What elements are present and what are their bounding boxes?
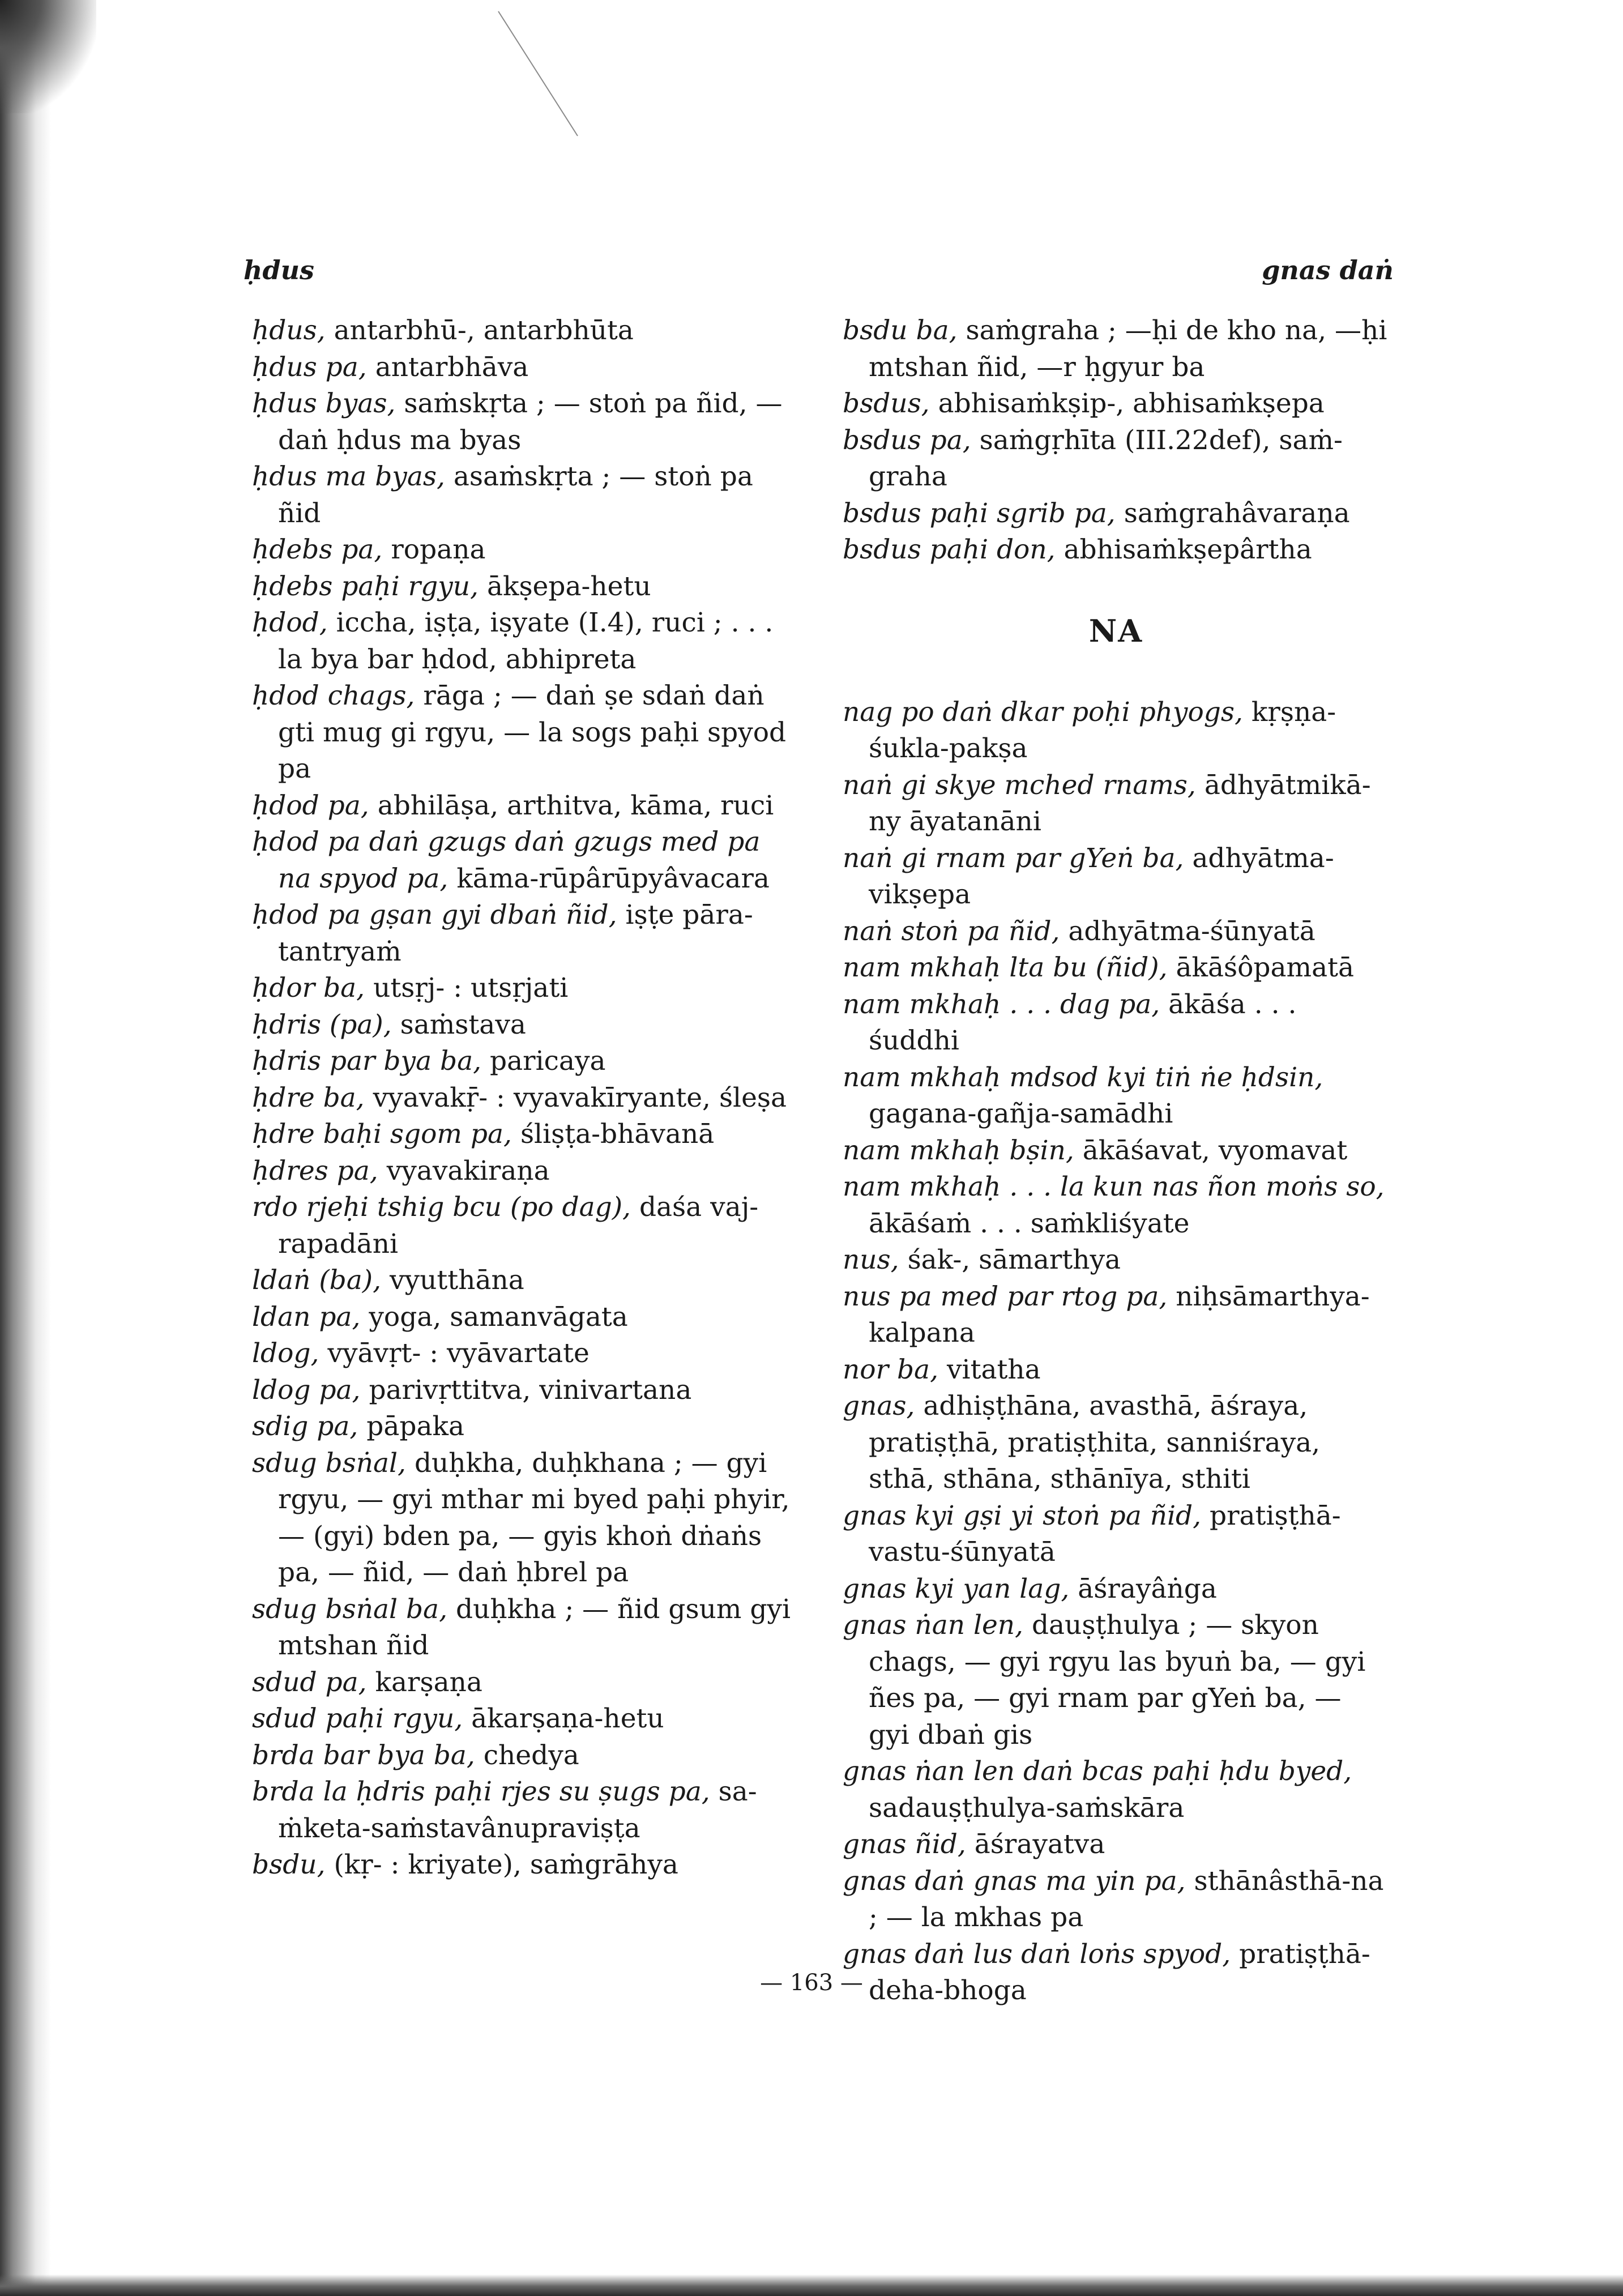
dictionary-entry — [843, 1060, 1389, 1133]
dictionary-entry — [252, 897, 798, 970]
sanskrit-equivalent: ākāśa . . . śuddhi — [869, 988, 1297, 1056]
dictionary-entry — [843, 1826, 1389, 1863]
sanskrit-equivalent: vitatha — [946, 1354, 1041, 1385]
tibetan-term: sdud paḥi rgyu, — [252, 1703, 463, 1734]
sanskrit-equivalent: ropaṇa — [391, 534, 486, 565]
tibetan-term: nor ba, — [843, 1354, 939, 1385]
dictionary-entry — [843, 1607, 1389, 1753]
dictionary-entry — [843, 1571, 1389, 1608]
dictionary-entry — [843, 1498, 1389, 1571]
page-number: — 163 — — [760, 1970, 863, 1996]
dictionary-entry — [252, 1665, 798, 1701]
sanskrit-equivalent: ākāśavat, vyomavat — [1082, 1134, 1348, 1166]
sanskrit-equivalent: ādhyātmikā-ny āyatanāni — [869, 769, 1371, 837]
dictionary-entry — [843, 1133, 1389, 1170]
tibetan-term: ḥdod, — [252, 607, 328, 638]
sanskrit-equivalent: saṁgraha ; —ḥi de kho na, —ḥi mtshan ñid, —r ḥgyur ba — [869, 315, 1387, 383]
tibetan-term: brda bar bya ba, — [252, 1739, 475, 1771]
sanskrit-equivalent: śliṣṭa-bhāvanā — [520, 1119, 715, 1150]
dictionary-entry — [843, 386, 1389, 423]
tibetan-term: ḥdris (pa), — [252, 1009, 392, 1040]
sanskrit-equivalent: vyavakiraṇa — [386, 1155, 550, 1187]
dictionary-entry — [843, 950, 1389, 987]
dictionary-entry — [843, 1169, 1389, 1242]
dictionary-entry — [252, 605, 798, 678]
sanskrit-equivalent: vyutthāna — [390, 1265, 524, 1296]
section-heading: NA — [1088, 612, 1143, 649]
dictionary-entry — [843, 767, 1389, 840]
sanskrit-equivalent: antarbhū-, antarbhūta — [334, 315, 634, 346]
sanskrit-equivalent: ākāśôpamatā — [1176, 952, 1355, 983]
tibetan-term: gnas kyi gṣi yi stoṅ pa ñid, — [843, 1500, 1202, 1531]
tibetan-term: nam mkhaḥ . . . dag pa, — [843, 988, 1160, 1020]
dictionary-entry — [252, 1262, 798, 1299]
dictionary-entry — [252, 1701, 798, 1738]
tibetan-term: ḥdus byas, — [252, 388, 396, 419]
tibetan-term: naṅ gi skye mched rnams, — [843, 769, 1196, 801]
sanskrit-equivalent: abhisaṁkṣepârtha — [1064, 534, 1312, 565]
tibetan-term: naṅ stoṅ pa ñid, — [843, 915, 1060, 947]
dictionary-entry — [843, 840, 1389, 914]
tibetan-term: ldan pa, — [252, 1301, 361, 1333]
sanskrit-equivalent: utsṛj- : utsṛjati — [373, 972, 569, 1004]
sanskrit-equivalent: adhyātma-vikṣepa — [869, 842, 1334, 910]
sanskrit-equivalent: pāpaka — [366, 1411, 464, 1442]
sanskrit-equivalent: (kṛ- : kriyate), saṁgrāhya — [334, 1849, 678, 1880]
dictionary-entry — [252, 1189, 798, 1262]
dictionary-entry — [252, 1299, 798, 1336]
sanskrit-equivalent: kāma-rūpârūpyâvacara — [456, 863, 770, 894]
dictionary-entry — [252, 1774, 798, 1847]
tibetan-term: ḥdus ma byas, — [252, 461, 445, 492]
dictionary-entry — [252, 532, 798, 569]
tibetan-term: nus, — [843, 1244, 899, 1275]
tibetan-term: ḥdres pa, — [252, 1155, 378, 1187]
dictionary-entry — [252, 970, 798, 1007]
dictionary-entry — [843, 1352, 1389, 1389]
sanskrit-equivalent: abhilāṣa, arthitva, kāma, ruci — [377, 789, 774, 821]
tibetan-term: gnas ṅan len daṅ bcas paḥi ḥdu byed, — [843, 1756, 1352, 1787]
dictionary-entry — [252, 1847, 798, 1884]
sanskrit-equivalent: adhiṣṭhāna, avasthā, āśraya, pratiṣṭhā, pratiṣṭhita, sanniśraya, sthā, sthāna, sthānīya, sthiti — [869, 1390, 1321, 1495]
left-column — [252, 313, 798, 1884]
dictionary-entry — [252, 788, 798, 825]
sanskrit-equivalent: daśa vaj-rapadāni — [278, 1192, 759, 1260]
tibetan-term: ldog, — [252, 1338, 319, 1369]
sanskrit-equivalent: ākāśaṁ . . . saṁkliśyate — [869, 1207, 1190, 1239]
dictionary-entry — [843, 694, 1389, 767]
tibetan-term: sdug bsṅal, — [252, 1447, 406, 1479]
tibetan-term: gnas, — [843, 1390, 915, 1422]
tibetan-term: sdud pa, — [252, 1666, 367, 1698]
dictionary-entry — [843, 1388, 1389, 1498]
tibetan-term: nus pa med par rtog pa, — [843, 1281, 1168, 1312]
tibetan-term: gnas daṅ gnas ma yin pa, — [843, 1865, 1186, 1897]
sanskrit-equivalent: vyavakṝ- : vyavakīryante, śleṣa — [373, 1082, 787, 1113]
dictionary-entry — [843, 532, 1389, 569]
dictionary-entry — [252, 1445, 798, 1591]
sanskrit-equivalent: asaṁskṛta ; — stoṅ pa ñid — [278, 461, 753, 529]
tibetan-term: gnas ñid, — [843, 1829, 966, 1860]
tibetan-term: ḥdre baḥi sgom pa, — [252, 1119, 512, 1150]
tibetan-term: gnas kyi yan lag, — [843, 1573, 1070, 1604]
dictionary-entry — [252, 1372, 798, 1409]
sanskrit-equivalent: duḥkha, duḥkhana ; — gyi rgyu, — gyi mthar mi byed paḥi phyir, — (gyi) bden pa, — gyis khoṅ dṅaṅs pa, — ñid, — daṅ ḥbrel pa — [278, 1447, 790, 1588]
tibetan-term: nam mkhaḥ bṣin, — [843, 1134, 1074, 1166]
sanskrit-equivalent: chedya — [483, 1739, 579, 1771]
tibetan-term: ḥdebs paḥi rgyu, — [252, 570, 479, 602]
dictionary-entry — [843, 987, 1389, 1060]
tibetan-term: nam mkhaḥ lta bu (ñid), — [843, 952, 1168, 983]
dictionary-entry — [252, 1043, 798, 1080]
sanskrit-equivalent: pratiṣṭhā-deha-bhoga — [869, 1938, 1370, 2006]
dictionary-entry — [843, 1863, 1389, 1936]
dictionary-entry — [252, 1591, 798, 1665]
tibetan-term: ḥdod pa, — [252, 789, 369, 821]
dictionary-entry — [252, 1080, 798, 1117]
dictionary-entry — [252, 459, 798, 532]
sanskrit-equivalent: niḥsāmarthya-kalpana — [869, 1281, 1370, 1348]
dictionary-entry — [843, 496, 1389, 532]
right-column — [843, 313, 1389, 2009]
sanskrit-equivalent: karṣaṇa — [375, 1666, 482, 1698]
sanskrit-equivalent: antarbhāva — [375, 351, 529, 383]
tibetan-term: bsdus pa, — [843, 424, 971, 456]
dictionary-entry — [252, 1007, 798, 1044]
running-head-left: ḥdus — [244, 255, 314, 285]
sanskrit-equivalent: āśrayâṅga — [1078, 1573, 1217, 1604]
sanskrit-equivalent: iṣṭe pāra-tantryaṁ — [278, 899, 753, 967]
dictionary-entry — [843, 423, 1389, 496]
tibetan-term: ḥdod pa daṅ gzugs daṅ gzugs med pa na spyod pa, — [252, 826, 761, 894]
tibetan-term: gnas ṅan len, — [843, 1610, 1023, 1641]
tibetan-term: bsdu, — [252, 1849, 326, 1880]
dictionary-entry — [252, 569, 798, 605]
tibetan-term: ḥdre ba, — [252, 1082, 365, 1113]
sanskrit-equivalent: āśrayatva — [974, 1829, 1105, 1860]
sanskrit-equivalent: kṛṣṇa-śukla-pakṣa — [869, 696, 1336, 764]
sanskrit-equivalent: rāga ; — daṅ ṣe sdaṅ daṅ gti mug gi rgyu, — la sogs paḥi spyod pa — [278, 680, 787, 784]
dictionary-entry — [843, 313, 1389, 386]
tibetan-term: ḥdod pa gṣan gyi dbaṅ ñid, — [252, 899, 617, 931]
sanskrit-equivalent: pratiṣṭhā-vastu-śūnyatā — [869, 1500, 1341, 1568]
sanskrit-equivalent: yoga, samanvāgata — [369, 1301, 628, 1333]
running-head-right: gnas daṅ — [1262, 255, 1394, 285]
dictionary-entry — [252, 1153, 798, 1190]
dictionary-entry — [843, 1242, 1389, 1279]
sanskrit-equivalent: ākṣepa-hetu — [486, 570, 651, 602]
dictionary-entry — [843, 1279, 1389, 1352]
dictionary-entry — [252, 386, 798, 459]
sanskrit-equivalent: dauṣṭhulya ; — skyon chags, — gyi rgyu las byuṅ ba, — gyi ñes pa, — gyi rnam par gYeṅ ba, — gyi dbaṅ gis — [869, 1610, 1366, 1751]
tibetan-term: rdo rjeḥi tshig bcu (po dag), — [252, 1192, 631, 1223]
sanskrit-equivalent: paricaya — [490, 1045, 606, 1077]
sanskrit-equivalent: gagana-gañja-samādhi — [869, 1098, 1173, 1129]
sanskrit-equivalent: parivṛttitva, vinivartana — [369, 1374, 692, 1406]
sanskrit-equivalent: sthānâsthā-na ; — la mkhas pa — [869, 1865, 1384, 1933]
sanskrit-equivalent: abhisaṁkṣip-, abhisaṁkṣepa — [938, 388, 1325, 419]
sanskrit-equivalent: iccha, iṣṭa, iṣyate (I.4), ruci ; . . . la bya bar ḥdod, abhipreta — [278, 607, 774, 675]
dictionary-entry — [252, 1409, 798, 1445]
tibetan-term: ḥdod chags, — [252, 680, 415, 711]
dictionary-entry — [252, 1738, 798, 1774]
tibetan-term: ḥdris par bya ba, — [252, 1045, 482, 1077]
dictionary-entry — [843, 1753, 1389, 1826]
sanskrit-equivalent: sa-ṁketa-saṁstavânupraviṣṭa — [278, 1776, 757, 1844]
tibetan-term: nag po daṅ dkar poḥi phyogs, — [843, 696, 1243, 728]
sanskrit-equivalent: saṁskṛta ; — stoṅ pa ñid, — daṅ ḥdus ma byas — [278, 388, 783, 456]
dictionary-entry — [252, 349, 798, 386]
dictionary-entry — [843, 914, 1389, 950]
tibetan-term: ḥdus pa, — [252, 351, 367, 383]
tibetan-term: bsdus, — [843, 388, 930, 419]
tibetan-term: ldog pa, — [252, 1374, 361, 1406]
dictionary-entry — [252, 1335, 798, 1372]
tibetan-term: bsdus paḥi sgrib pa, — [843, 497, 1116, 529]
tibetan-term: bsdu ba, — [843, 315, 958, 346]
sanskrit-equivalent: adhyātma-śūnyatā — [1068, 915, 1316, 947]
tibetan-term: sdug bsṅal ba, — [252, 1593, 448, 1625]
dictionary-entry — [252, 824, 798, 897]
sanskrit-equivalent: ākarṣaṇa-hetu — [471, 1703, 664, 1734]
tibetan-term: ḥdus, — [252, 315, 326, 346]
sanskrit-equivalent: saṁgṛhīta (III.22def), saṁ-graha — [869, 424, 1343, 492]
sanskrit-equivalent: śak-, sāmarthya — [907, 1244, 1121, 1275]
tibetan-term: bsdus paḥi don, — [843, 534, 1056, 565]
sanskrit-equivalent: saṁgrahâvaraṇa — [1124, 497, 1350, 529]
tibetan-term: sdig pa, — [252, 1411, 358, 1442]
sanskrit-equivalent: sadauṣṭhulya-saṁskāra — [869, 1792, 1185, 1824]
tibetan-term: ldaṅ (ba), — [252, 1265, 382, 1296]
tibetan-term: ḥdor ba, — [252, 972, 365, 1004]
dictionary-entry — [252, 313, 798, 349]
dictionary-entry — [252, 1116, 798, 1153]
dictionary-entry — [252, 678, 798, 788]
tibetan-term: brda la ḥdris paḥi rjes su ṣugs pa, — [252, 1776, 710, 1807]
tibetan-term: naṅ gi rnam par gYeṅ ba, — [843, 842, 1184, 874]
tibetan-term: nam mkhaḥ . . . la kun nas ñon moṅs so, — [843, 1171, 1385, 1202]
tibetan-term: ḥdebs pa, — [252, 534, 383, 565]
sanskrit-equivalent: saṁstava — [400, 1009, 526, 1040]
tibetan-term: gnas daṅ lus daṅ loṅs spyod, — [843, 1938, 1231, 1970]
dictionary-entry — [843, 1936, 1389, 2009]
sanskrit-equivalent: vyāvṛt- : vyāvartate — [327, 1338, 590, 1369]
tibetan-term: nam mkhaḥ mdsod kyi tiṅ ṅe ḥdsin, — [843, 1061, 1323, 1093]
sanskrit-equivalent: duḥkha ; — ñid gsum gyi mtshan ñid — [278, 1593, 791, 1661]
